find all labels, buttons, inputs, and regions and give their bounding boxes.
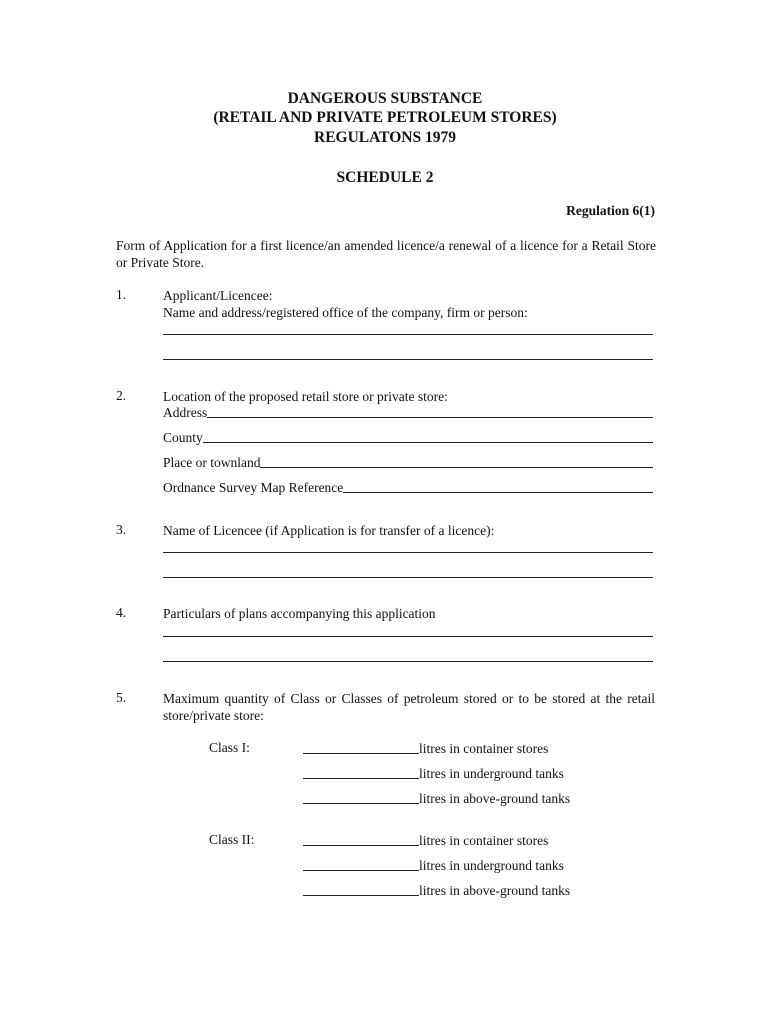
class-1-underground-field[interactable]: [303, 765, 564, 782]
regulation-reference: Regulation 6(1): [566, 203, 655, 218]
section-1-number: 1.: [116, 287, 127, 302]
section-1-answer-line-1[interactable]: [163, 334, 653, 335]
section-3-number: 3.: [116, 522, 127, 537]
class-1-container-label: litres in container stores: [419, 741, 549, 756]
class-1-aboveground-field[interactable]: [303, 790, 570, 807]
county-field[interactable]: [163, 429, 653, 446]
class-2-underground-blank[interactable]: [303, 870, 419, 871]
class-2-container-label: litres in container stores: [419, 833, 549, 848]
section-2-heading: Location of the proposed retail store or private store:: [163, 389, 448, 404]
class-1-underground-label: litres in underground tanks: [419, 766, 564, 781]
county-label: County: [163, 430, 203, 445]
class-1-container-blank[interactable]: [303, 753, 419, 754]
section-1-label: Applicant/Licencee:: [163, 288, 273, 303]
title-line-1: DANGEROUS SUBSTANCE: [287, 90, 483, 107]
section-3-answer-line-2[interactable]: [163, 577, 653, 578]
class-2-underground-label: litres in underground tanks: [419, 858, 564, 873]
section-3-answer-line-1[interactable]: [163, 552, 653, 553]
schedule-heading: SCHEDULE 2: [336, 169, 434, 186]
section-4-heading: Particulars of plans accompanying this application: [163, 606, 436, 621]
county-line[interactable]: [203, 442, 653, 443]
class-2-label: Class II:: [209, 832, 255, 847]
title-line-3: REGULATONS 1979: [314, 129, 456, 146]
class-2-aboveground-field[interactable]: [303, 882, 570, 899]
class-2-aboveground-blank[interactable]: [303, 895, 419, 896]
townland-label: Place or townland: [163, 455, 261, 470]
class-2-container-field[interactable]: [303, 832, 548, 849]
townland-field[interactable]: [163, 454, 653, 471]
os-map-line[interactable]: [343, 492, 653, 493]
section-4-answer-line-2[interactable]: [163, 661, 653, 662]
section-3-heading: Name of Licencee (if Application is for transfer of a licence):: [163, 523, 495, 538]
section-2-number: 2.: [116, 388, 127, 403]
section-4-answer-line-1[interactable]: [163, 636, 653, 637]
section-5-heading: Maximum quantity of Class or Classes of petroleum stored or to be stored at the retail store/private store:: [163, 691, 655, 723]
section-4-number: 4.: [116, 605, 127, 620]
townland-line[interactable]: [260, 467, 653, 468]
address-field[interactable]: [163, 404, 653, 421]
class-1-label: Class I:: [209, 740, 250, 755]
os-map-label: Ordnance Survey Map Reference: [163, 480, 344, 495]
class-1-container-field[interactable]: [303, 740, 548, 757]
address-line[interactable]: [207, 417, 653, 418]
address-label: Address: [163, 405, 208, 420]
class-1-underground-blank[interactable]: [303, 778, 419, 779]
title-line-2: (RETAIL AND PRIVATE PETROLEUM STORES): [213, 109, 557, 126]
class-2-underground-field[interactable]: [303, 857, 564, 874]
class-2-aboveground-label: litres in above-ground tanks: [419, 883, 571, 898]
section-1-answer-line-2[interactable]: [163, 359, 653, 360]
class-1-aboveground-blank[interactable]: [303, 803, 419, 804]
section-1-sublabel: Name and address/registered office of the company, firm or person:: [163, 305, 528, 320]
class-2-container-blank[interactable]: [303, 845, 419, 846]
class-1-aboveground-label: litres in above-ground tanks: [419, 791, 571, 806]
intro-paragraph: Form of Application for a first licence/an amended licence/a renewal of a licence for a Retail Store or Private Store.: [116, 238, 656, 270]
section-5-number: 5.: [116, 690, 127, 705]
os-map-field[interactable]: [163, 479, 653, 496]
